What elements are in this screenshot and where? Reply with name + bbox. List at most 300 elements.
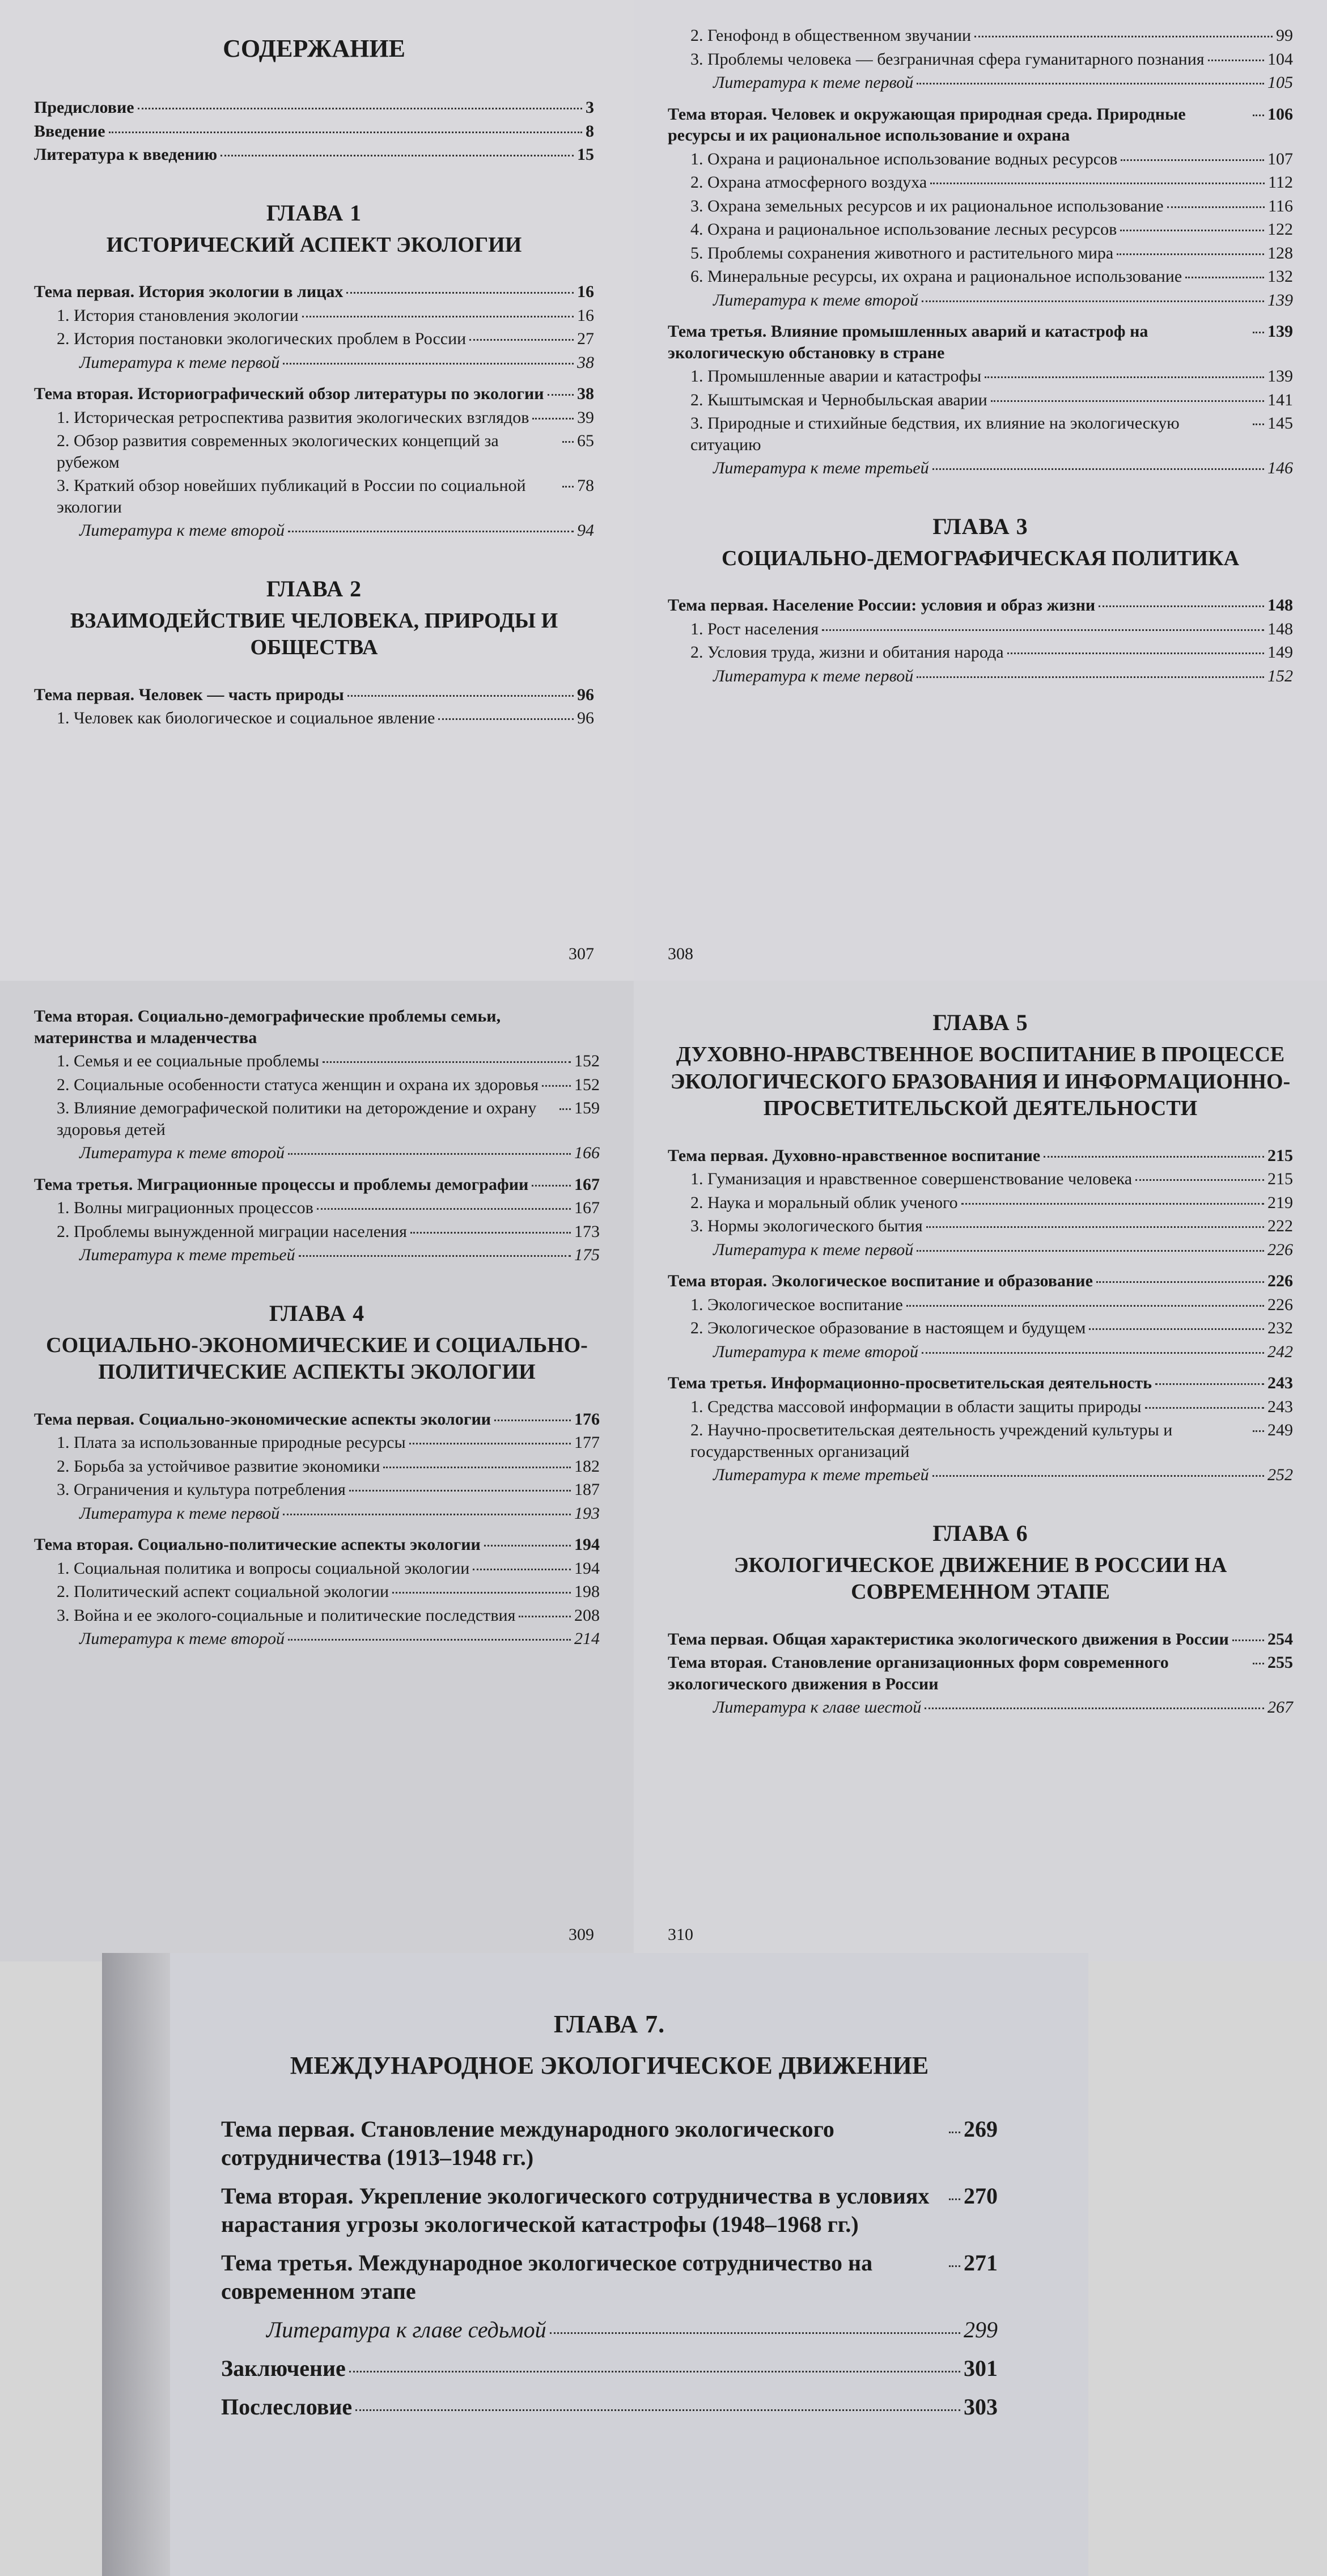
- chapter-2-label: ГЛАВА 2: [266, 575, 362, 601]
- dot-leader: [932, 468, 1264, 470]
- dot-leader: [922, 1352, 1264, 1354]
- toc-entry-text: 2. Условия труда, жизни и обитания народа: [690, 643, 1004, 662]
- toc-entry-text: 1. Охрана и рациональное использование водных ресурсов: [690, 149, 1118, 168]
- chapter-3-label: ГЛАВА 3: [932, 513, 1028, 539]
- toc-entry-text: Литература к главе шестой: [713, 1698, 922, 1717]
- toc-entry-text: Тема первая. Становление международного экологического сотрудничества (1913–1948 гг.): [221, 2116, 834, 2170]
- toc-page-ref: 104: [1267, 49, 1293, 69]
- dot-leader: [532, 418, 574, 420]
- toc-entry-text: 2. Обзор развития современных экологических концепций за рубежом: [57, 431, 499, 472]
- toc-page-ref: 78: [577, 476, 594, 495]
- toc-entry-text: Литература к теме первой: [79, 353, 280, 372]
- chapter-7-label: ГЛАВА 7.: [553, 2010, 665, 2038]
- toc-entry-text: 1. Средства массовой информации в области защиты природы: [690, 1397, 1142, 1416]
- toc-page-310: [634, 981, 1327, 1961]
- toc-entry-text: Тема вторая. Человек и окружающая природная среда. Природные ресурсы и их рациональное использование и охрана: [668, 104, 1186, 145]
- dot-leader: [532, 1185, 571, 1187]
- toc-page-ref: 38: [577, 384, 594, 403]
- toc-page-ref: 222: [1267, 1217, 1293, 1235]
- toc-entry-text: 1. Гуманизация и нравственное совершенствование человека: [690, 1170, 1133, 1188]
- toc-page-ref: 243: [1267, 1397, 1293, 1416]
- book-spine: [102, 1953, 170, 2576]
- toc-entry-text: 1. Волны миграционных процессов: [57, 1198, 313, 1217]
- dot-leader: [283, 1514, 571, 1515]
- toc-entry-text: Тема вторая. Экологическое воспитание и образование: [668, 1272, 1093, 1290]
- toc-entry-text: 3. Проблемы человека — безграничная сфера гуманитарного познания: [690, 49, 1205, 69]
- dot-leader: [930, 183, 1265, 184]
- dot-leader: [323, 1061, 571, 1063]
- dot-leader: [1253, 1430, 1264, 1432]
- literature-entry: [668, 290, 1293, 311]
- toc-entry-text: 1. Человек как биологическое и социальное явление: [57, 709, 435, 727]
- toc-entry-text: Литература к теме третьей: [713, 1465, 929, 1484]
- chapter-2-entries: [34, 684, 594, 729]
- section-entry: [34, 328, 594, 350]
- literature-entry: [668, 666, 1293, 687]
- toc-page-ref: 187: [574, 1480, 600, 1499]
- topic-entry: [668, 1652, 1293, 1694]
- toc-page-ref: 15: [577, 145, 594, 164]
- dot-leader: [1135, 1179, 1264, 1181]
- dot-leader: [949, 2265, 960, 2267]
- toc-entry-text: Литература к теме первой: [713, 666, 914, 685]
- toc-page-ref: 16: [577, 282, 594, 301]
- section-entry: [34, 1432, 600, 1454]
- topic-entry: [34, 1174, 600, 1196]
- section-entry: [668, 25, 1293, 46]
- dot-leader: [562, 486, 574, 488]
- toc-entry-text: Введение: [34, 121, 105, 141]
- dot-leader: [1253, 1663, 1264, 1664]
- dot-leader: [138, 108, 582, 109]
- toc-page-ref: 255: [1267, 1653, 1293, 1672]
- toc-entry-text: Тема первая. Социально-экономические аспекты экологии: [34, 1409, 491, 1429]
- literature-entry: [668, 1341, 1293, 1363]
- toc-page-ref: 214: [574, 1629, 600, 1648]
- topic-entry: [668, 1270, 1293, 1292]
- dot-leader: [949, 2198, 960, 2200]
- toc-page-ref: 226: [1267, 1240, 1293, 1259]
- topic-entry: [221, 2249, 998, 2306]
- dot-leader: [1096, 1281, 1264, 1283]
- topic-entry: [221, 2115, 998, 2172]
- topic-entry: [668, 1145, 1293, 1167]
- toc-page-307: [0, 0, 634, 981]
- toc-page-ref: 242: [1267, 1342, 1293, 1361]
- toc-page-ref: 141: [1267, 390, 1293, 409]
- topic-entry: [34, 684, 594, 706]
- toc-entry-text: Тема первая. Человек — часть природы: [34, 685, 344, 704]
- chapter-4-title: СОЦИАЛЬНО-ЭКОНОМИЧЕСКИЕ И СОЦИАЛЬНО-ПОЛИТИЧЕСКИЕ АСПЕКТЫ ЭКОЛОГИИ: [46, 1333, 588, 1384]
- section-entry: [34, 430, 594, 473]
- chapter-3-entries-cont: [34, 1006, 600, 1266]
- chapter-1-label: ГЛАВА 1: [266, 200, 362, 226]
- conclusion-entry: [221, 2354, 998, 2383]
- dot-leader: [917, 83, 1264, 84]
- toc-entry-text: 2. Экологическое образование в настоящем и будущем: [690, 1319, 1086, 1337]
- dot-leader: [288, 1153, 571, 1155]
- toc-page-ref: 106: [1267, 104, 1293, 124]
- dot-leader: [355, 2409, 960, 2411]
- section-entry: [668, 266, 1293, 287]
- topic-entry: [221, 2182, 998, 2239]
- dot-leader: [288, 1639, 571, 1641]
- literature-entry: [668, 1697, 1293, 1718]
- toc-entry-text: Послесловие: [221, 2394, 353, 2420]
- toc-entry-text: Литература к главе седьмой: [266, 2317, 546, 2342]
- section-entry: [668, 1420, 1293, 1462]
- dot-leader: [221, 155, 574, 156]
- section-entry: [34, 1197, 600, 1219]
- toc-entry-text: Литература к теме третьей: [79, 1245, 295, 1264]
- dot-leader: [906, 1305, 1264, 1307]
- dot-leader: [346, 292, 574, 294]
- section-entry: [668, 149, 1293, 170]
- toc-entry-text: 2. Кыштымская и Чернобыльская аварии: [690, 390, 987, 409]
- toc-page-ref: 252: [1267, 1465, 1293, 1484]
- topic-entry: [668, 104, 1293, 146]
- chapter-4-entries: [34, 1409, 600, 1650]
- front-matter-entry: [34, 121, 594, 142]
- toc-page-ref: 198: [574, 1582, 600, 1601]
- toc-entry-text: Литература к теме третьей: [713, 459, 929, 477]
- toc-entry-text: 2. Генофонд в общественном звучании: [690, 26, 972, 45]
- toc-page-ref: 167: [574, 1175, 600, 1194]
- toc-page-ref: 226: [1267, 1272, 1293, 1290]
- toc-page-ref: 122: [1267, 220, 1293, 239]
- toc-entry-text: Литература к теме второй: [79, 1143, 285, 1162]
- section-entry: [668, 1294, 1293, 1316]
- toc-page-ref: 219: [1267, 1193, 1293, 1212]
- toc-page-ref: 175: [574, 1245, 600, 1264]
- dot-leader: [1253, 332, 1264, 333]
- section-entry: [668, 366, 1293, 387]
- dot-leader: [1167, 206, 1265, 208]
- toc-entry-text: 1. История становления экологии: [57, 306, 299, 325]
- section-entry: [34, 1605, 600, 1626]
- dot-leader: [283, 363, 574, 365]
- toc-page-ref: 139: [1267, 290, 1293, 310]
- section-entry: [34, 1456, 600, 1477]
- toc-page-309: [0, 981, 634, 1961]
- dot-leader: [1121, 159, 1264, 161]
- page-number: 310: [668, 1925, 693, 1944]
- section-entry: [668, 196, 1293, 217]
- toc-entry-text: 3. Война и ее эколого-социальные и политические последствия: [57, 1605, 516, 1625]
- front-matter-list: [34, 97, 594, 166]
- toc-entry-text: 2. Борьба за устойчивое развитие экономики: [57, 1456, 380, 1476]
- topic-entry: [34, 1409, 600, 1430]
- toc-page-chapter-7: [102, 1953, 1088, 2576]
- dot-leader: [409, 1443, 571, 1444]
- toc-page-ref: 149: [1267, 643, 1293, 662]
- literature-entry: [34, 1628, 600, 1650]
- toc-entry-text: Тема первая. Общая характеристика экологического движения в России: [668, 1629, 1229, 1649]
- dot-leader: [822, 629, 1264, 631]
- dot-leader: [542, 1085, 571, 1087]
- toc-page-ref: 128: [1267, 243, 1293, 262]
- page-number: 309: [569, 1925, 594, 1944]
- chapter-6-entries: [668, 1629, 1293, 1718]
- toc-page-ref: 194: [574, 1535, 600, 1554]
- chapter-5-label: ГЛАВА 5: [932, 1010, 1028, 1035]
- toc-entry-text: 3. Краткий обзор новейших публикаций в России по социальной экологии: [57, 476, 526, 516]
- dot-leader: [559, 1108, 571, 1110]
- section-entry: [668, 413, 1293, 455]
- toc-entry-text: Тема первая. Духовно-нравственное воспитание: [668, 1146, 1041, 1165]
- dot-leader: [1089, 1328, 1264, 1330]
- toc-page-ref: 148: [1267, 596, 1293, 615]
- toc-page-ref: 254: [1267, 1629, 1293, 1649]
- toc-page-ref: 193: [574, 1503, 600, 1523]
- toc-page-ref: 270: [964, 2183, 998, 2209]
- toc-entry-text: 2. Охрана атмосферного воздуха: [690, 173, 927, 192]
- toc-page-308: [634, 0, 1327, 981]
- front-matter-entry: [34, 144, 594, 166]
- toc-page-ref: 249: [1267, 1421, 1293, 1439]
- toc-page-ref: 116: [1268, 196, 1293, 215]
- toc-entry-text: Тема вторая. Социально-демографические проблемы семьи, материнства и младенчества: [34, 1007, 501, 1047]
- toc-page-ref: 166: [574, 1143, 600, 1162]
- topic-entry: [668, 1629, 1293, 1650]
- toc-entry-text: Литература к теме второй: [713, 1342, 919, 1361]
- dot-leader: [1185, 277, 1264, 278]
- toc-page-ref: 8: [586, 121, 594, 141]
- section-entry: [668, 1215, 1293, 1237]
- toc-page-ref: 271: [964, 2250, 998, 2276]
- toc-page-ref: 177: [574, 1433, 600, 1452]
- dot-leader: [473, 1569, 571, 1570]
- topic-entry: [668, 595, 1293, 616]
- toc-entry-text: 2. Проблемы вынужденной миграции населения: [57, 1222, 407, 1241]
- section-entry: [668, 389, 1293, 411]
- toc-page-ref: 148: [1267, 619, 1293, 638]
- toc-entry-text: Литература к теме второй: [79, 521, 285, 540]
- section-entry: [668, 172, 1293, 193]
- dot-leader: [932, 1475, 1264, 1477]
- section-entry: [668, 49, 1293, 70]
- chapter-1-entries: [34, 281, 594, 541]
- chapter-2-entries-cont: [668, 25, 1293, 479]
- toc-page-ref: 145: [1267, 414, 1293, 433]
- literature-entry: [668, 1464, 1293, 1486]
- toc-page-ref: 139: [1267, 367, 1293, 385]
- section-entry: [34, 1098, 600, 1140]
- dot-leader: [961, 1203, 1264, 1205]
- section-entry: [34, 305, 594, 327]
- toc-entry-text: 2. История постановки экологических проблем в России: [57, 329, 467, 348]
- toc-entry-text: 3. Нормы экологического бытия: [690, 1217, 923, 1235]
- dot-leader: [991, 400, 1264, 402]
- toc-page-ref: 159: [574, 1099, 600, 1117]
- toc-page-ref: 3: [586, 98, 594, 117]
- toc-page-ref: 99: [1276, 26, 1293, 45]
- chapter-1-title: ИСТОРИЧЕСКИЙ АСПЕКТ ЭКОЛОГИИ: [106, 232, 522, 257]
- literature-entry: [34, 1244, 600, 1266]
- toc-entry-text: 3. Природные и стихийные бедствия, их влияние на экологическую ситуацию: [690, 414, 1180, 454]
- toc-entry-text: Тема первая. Население России: условия и образ жизни: [668, 596, 1096, 615]
- literature-entry: [668, 72, 1293, 94]
- dot-leader: [917, 1250, 1264, 1252]
- section-entry: [34, 1050, 600, 1072]
- section-entry: [668, 1192, 1293, 1214]
- literature-entry: [34, 352, 594, 374]
- toc-page-ref: 107: [1267, 149, 1293, 168]
- toc-entry-text: 1. Рост населения: [690, 619, 819, 638]
- toc-page-ref: 132: [1267, 267, 1293, 286]
- literature-entry: [34, 520, 594, 541]
- section-entry: [34, 1581, 600, 1603]
- dot-leader: [1007, 653, 1264, 654]
- literature-entry: [34, 1503, 600, 1524]
- toc-entry-text: 1. Социальная политика и вопросы социальной экологии: [57, 1558, 470, 1578]
- dot-leader: [1232, 1639, 1264, 1641]
- dot-leader: [562, 441, 574, 443]
- toc-page-ref: 96: [577, 685, 594, 704]
- chapter-7-title: МЕЖДУНАРОДНОЕ ЭКОЛОГИЧЕСКОЕ ДВИЖЕНИЕ: [290, 2052, 929, 2079]
- toc-page-ref: 65: [577, 431, 594, 450]
- toc-entry-text: 1. Промышленные аварии и катастрофы: [690, 367, 982, 385]
- toc-entry-text: Тема третья. Международное экологическое сотрудничество на современном этапе: [221, 2250, 873, 2304]
- toc-entry-text: Тема первая. История экологии в лицах: [34, 282, 344, 301]
- section-entry: [34, 1558, 600, 1579]
- chapter-6-title: ЭКОЛОГИЧЕСКОЕ ДВИЖЕНИЕ В РОССИИ НА СОВРЕМЕННОМ ЭТАПЕ: [734, 1553, 1227, 1604]
- topic-entry: [34, 281, 594, 303]
- dot-leader: [925, 1708, 1264, 1709]
- section-entry: [668, 618, 1293, 640]
- dot-leader: [392, 1592, 571, 1594]
- section-entry: [34, 1479, 600, 1501]
- section-entry: [34, 707, 594, 729]
- dot-leader: [550, 2332, 960, 2334]
- toc-entry-text: Литература к теме первой: [713, 1240, 914, 1259]
- toc-page-ref: 194: [574, 1558, 600, 1578]
- dot-leader: [1208, 60, 1264, 61]
- toc-page-ref: 208: [574, 1605, 600, 1625]
- toc-entry-text: 1. Историческая ретроспектива развития экологических взглядов: [57, 408, 529, 427]
- dot-leader: [1145, 1407, 1265, 1409]
- dot-leader: [347, 695, 574, 697]
- dot-leader: [1253, 115, 1264, 116]
- dot-leader: [1044, 1156, 1264, 1158]
- toc-entry-text: 1. Плата за использованные природные ресурсы: [57, 1433, 406, 1452]
- section-entry: [668, 1168, 1293, 1190]
- section-entry: [668, 1317, 1293, 1339]
- toc-page-ref: 139: [1267, 322, 1293, 341]
- toc-page-ref: 38: [577, 353, 594, 372]
- toc-page-ref: 182: [574, 1456, 600, 1476]
- toc-page-ref: 301: [964, 2355, 998, 2381]
- dot-leader: [1117, 253, 1264, 255]
- section-entry: [668, 243, 1293, 264]
- toc-page-ref: 267: [1267, 1698, 1293, 1717]
- toc-page-ref: 173: [574, 1222, 600, 1241]
- dot-leader: [484, 1545, 571, 1547]
- contents-heading: СОДЕРЖАНИЕ: [223, 35, 405, 62]
- topic-entry: [34, 1006, 600, 1048]
- toc-entry-text: 2. Политический аспект социальной экологии: [57, 1582, 389, 1601]
- toc-page-ref: 167: [574, 1198, 600, 1217]
- toc-entry-text: Тема вторая. Укрепление экологического сотрудничества в условиях нарастания угрозы экологической катастрофы (1948–1968 гг.): [221, 2183, 930, 2237]
- page-number: 307: [569, 944, 594, 963]
- dot-leader: [1253, 423, 1264, 425]
- dot-leader: [949, 2132, 960, 2133]
- dot-leader: [288, 531, 574, 532]
- chapter-4-label: ГЛАВА 4: [269, 1300, 365, 1326]
- chapter-7-entries: [221, 2115, 998, 2421]
- dot-leader: [469, 339, 574, 341]
- toc-entry-text: Тема третья. Влияние промышленных аварий и катастроф на экологическую обстановку в стране: [668, 322, 1148, 362]
- toc-entry-text: Тема третья. Информационно-просветительская деятельность: [668, 1374, 1152, 1392]
- toc-page-ref: 152: [574, 1052, 600, 1070]
- dot-leader: [299, 1255, 571, 1257]
- toc-page-ref: 215: [1267, 1146, 1293, 1165]
- toc-page-ref: 303: [964, 2394, 998, 2420]
- toc-page-ref: 176: [574, 1409, 600, 1429]
- dot-leader: [1099, 605, 1264, 607]
- toc-page-ref: 152: [574, 1075, 600, 1094]
- literature-entry: [668, 457, 1293, 479]
- toc-entry-text: 5. Проблемы сохранения животного и растительного мира: [690, 243, 1114, 262]
- dot-leader: [548, 394, 574, 396]
- toc-page-ref: 243: [1267, 1374, 1293, 1392]
- toc-page-ref: 39: [577, 408, 594, 427]
- dot-leader: [317, 1208, 571, 1210]
- dot-leader: [410, 1232, 571, 1234]
- toc-entry-text: Литература к теме второй: [713, 290, 919, 310]
- dot-leader: [383, 1467, 571, 1468]
- toc-entry-text: 4. Охрана и рациональное использование лесных ресурсов: [690, 220, 1117, 239]
- dot-leader: [974, 36, 1273, 37]
- toc-page-ref: 16: [577, 306, 594, 325]
- toc-entry-text: 2. Социальные особенности статуса женщин и охрана их здоровья: [57, 1075, 539, 1094]
- toc-entry-text: 2. Научно-просветительская деятельность учреждений культуры и государственных организаций: [690, 1421, 1173, 1461]
- chapter-6-label: ГЛАВА 6: [932, 1520, 1028, 1546]
- dot-leader: [985, 376, 1264, 378]
- section-entry: [34, 407, 594, 429]
- dot-leader: [438, 718, 574, 720]
- toc-entry-text: 3. Ограничения и культура потребления: [57, 1480, 346, 1499]
- toc-entry-text: Тема вторая. Становление организационных форм современного экологического движения в России: [668, 1653, 1169, 1693]
- toc-page-ref: 96: [577, 709, 594, 727]
- dot-leader: [926, 1226, 1264, 1228]
- toc-page-ref: 94: [577, 521, 594, 540]
- dot-leader: [494, 1420, 571, 1421]
- dot-leader: [1120, 230, 1264, 231]
- topic-entry: [668, 321, 1293, 363]
- dot-leader: [302, 316, 574, 317]
- dot-leader: [1155, 1383, 1264, 1385]
- toc-entry-text: Литература к теме первой: [79, 1503, 280, 1523]
- toc-entry-text: Заключение: [221, 2355, 346, 2381]
- toc-entry-text: Литература к введению: [34, 145, 218, 164]
- toc-entry-text: 3. Охрана земельных ресурсов и их рациональное использование: [690, 196, 1164, 215]
- topic-entry: [668, 1372, 1293, 1394]
- toc-page-ref: 146: [1267, 459, 1293, 477]
- front-matter-entry: [34, 97, 594, 118]
- literature-entry: [668, 1239, 1293, 1261]
- chapter-5-entries: [668, 1145, 1293, 1486]
- toc-entry-text: Предисловие: [34, 98, 134, 117]
- toc-entry-text: Литература к теме второй: [79, 1629, 285, 1648]
- dot-leader: [519, 1616, 571, 1617]
- toc-entry-text: 6. Минеральные ресурсы, их охрана и рациональное использование: [690, 267, 1182, 286]
- toc-page-ref: 299: [964, 2317, 998, 2342]
- afterword-entry: [221, 2393, 998, 2421]
- toc-entry-text: Тема вторая. Историографический обзор литературы по экологии: [34, 384, 544, 403]
- chapter-5-title: ДУХОВНО-НРАВСТВЕННОЕ ВОСПИТАНИЕ В ПРОЦЕССЕ ЭКОЛОГИЧЕСКОГО БРАЗОВАНИЯ И ИНФОРМАЦИОННО-ПРОСВЕТИТЕЛЬСКОЙ ДЕЯТЕЛЬНОСТИ: [670, 1043, 1291, 1120]
- toc-page-ref: 27: [577, 329, 594, 348]
